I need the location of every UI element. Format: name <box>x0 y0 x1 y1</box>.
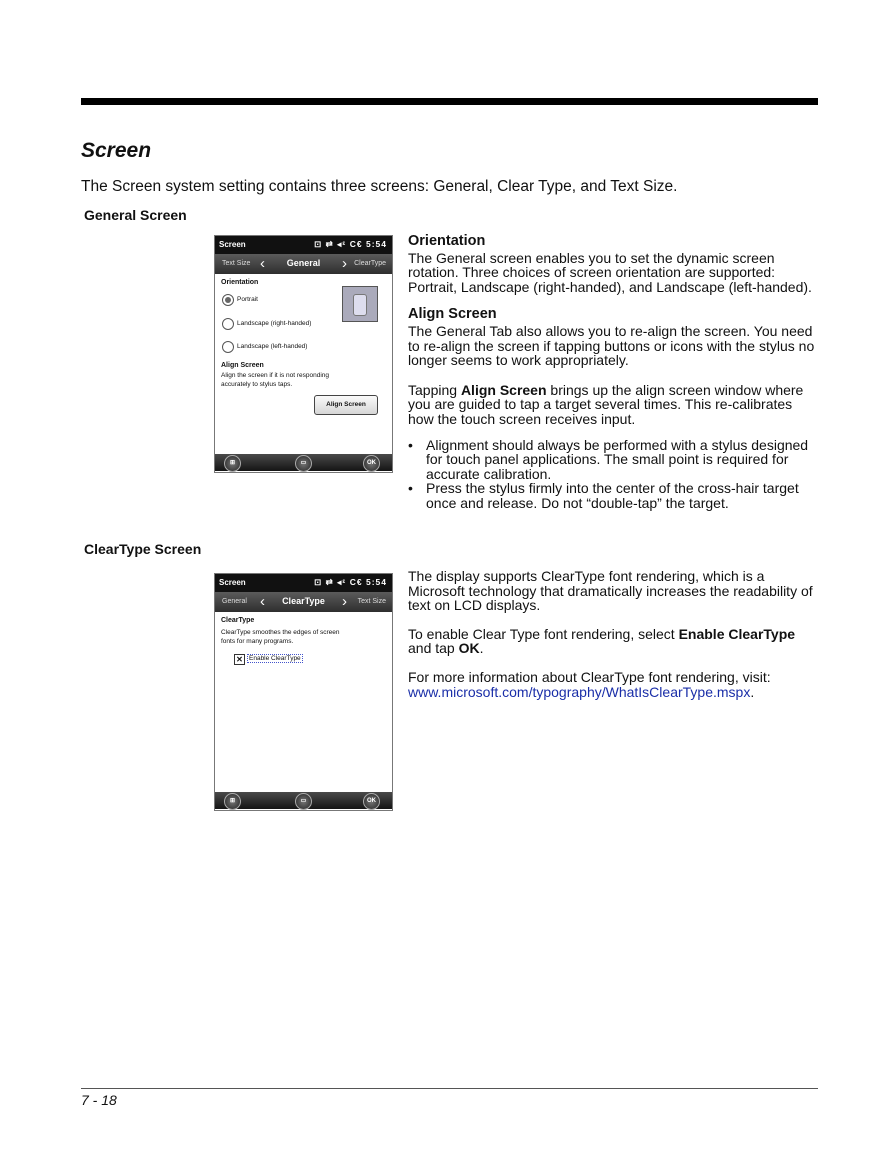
tab-prev-label: Text Size <box>222 260 251 267</box>
cleartype-section-label: ClearType <box>221 617 255 624</box>
phone-title: Screen <box>219 578 246 587</box>
page-title: Screen <box>81 139 152 162</box>
alignment-bullets <box>408 438 820 511</box>
intro-text: The Screen system setting contains three screens: General, Clear Type, and Text Size. <box>81 178 678 195</box>
align-screen-section-label: Align Screen <box>221 362 264 369</box>
cleartype-description <box>408 569 820 699</box>
ok-button: OK <box>363 793 380 810</box>
cleartype-link[interactable]: www.microsoft.com/typography/WhatIsClearType.mspx <box>408 683 751 700</box>
link-period: . <box>750 683 755 700</box>
phone-body <box>215 274 392 454</box>
phone-title: Screen <box>219 240 246 249</box>
phone-status-icons: ⊡ ⇄ ◂ᵋ C€ 5:54 <box>314 577 387 587</box>
cleartype-p2 <box>408 627 820 656</box>
bullet-dot: • <box>408 436 413 453</box>
p2-post: . <box>479 640 484 657</box>
tab-next-label: Text Size <box>357 598 386 605</box>
general-screen-screenshot <box>214 235 393 473</box>
orientation-section-label: Orientation <box>221 279 259 286</box>
align-desc-line1: Align the screen if it is not responding <box>221 372 330 379</box>
tab-current-label: General <box>286 258 321 268</box>
top-rule <box>81 98 818 105</box>
p2-bold-ok: OK <box>458 640 480 657</box>
tab-prev-label: General <box>222 598 247 605</box>
keyboard-icon: ▭ <box>295 455 312 472</box>
page-number: 7 - 18 <box>81 1092 117 1108</box>
bullet-item <box>408 481 820 510</box>
windows-start-icon: ⊞ <box>224 793 241 810</box>
bullet-text: Alignment should always be performed with a stylus designed for touch panel applications. The small point is required for accurate calibration. <box>426 436 809 482</box>
align-screen-title: Align Screen <box>408 306 497 323</box>
chevron-right-icon: › <box>342 593 347 610</box>
radio-landscape-left-label: Landscape (left-handed) <box>237 343 308 350</box>
p3-text: For more information about ClearType font rendering, visit: <box>408 668 771 685</box>
tapping-bold: Align Screen <box>460 381 547 398</box>
phone-tab-bar <box>215 592 392 612</box>
ok-button: OK <box>363 455 380 472</box>
bullet-text: Press the stylus firmly into the center of the cross-hair target once and release. Do not “double-tap” the target. <box>426 480 799 511</box>
radio-landscape-left <box>222 341 234 353</box>
tapping-paragraph <box>408 383 820 427</box>
bottom-rule <box>81 1088 818 1089</box>
align-screen-button: Align Screen <box>314 395 378 415</box>
cleartype-screen-screenshot <box>214 573 393 811</box>
tab-current-label: ClearType <box>282 596 325 606</box>
phone-title-bar <box>215 236 392 254</box>
phone-bottom-bar <box>215 792 392 809</box>
enable-cleartype-checkbox: ✕ <box>234 654 245 665</box>
tapping-pre: Tapping <box>408 381 461 398</box>
p2-mid: and tap <box>408 640 459 657</box>
cleartype-desc-line1: ClearType smoothes the edges of screen <box>221 629 340 636</box>
chevron-left-icon: ‹ <box>260 593 265 610</box>
align-desc-line2: accurately to stylus taps. <box>221 381 293 388</box>
phone-tab-bar <box>215 254 392 274</box>
orientation-preview-icon <box>342 286 378 322</box>
cleartype-p3 <box>408 670 820 699</box>
bullet-dot: • <box>408 480 413 497</box>
cleartype-desc-line2: fonts for many programs. <box>221 638 294 645</box>
chevron-right-icon: › <box>342 255 347 272</box>
general-description <box>408 234 820 511</box>
radio-landscape-right-label: Landscape (right-handed) <box>237 320 312 327</box>
orientation-text: The General screen enables you to set the dynamic screen rotation. Three choices of screen orientation are supported: Portrait, Landscape (right-handed), and Landscape (left-handed). <box>408 249 812 295</box>
cleartype-p1: The display supports ClearType font rendering, which is a Microsoft technology that dramatically increases the readability of text on LCD displays. <box>408 568 813 614</box>
cleartype-screen-heading: ClearType Screen <box>84 541 202 557</box>
general-screen-heading: General Screen <box>84 207 187 223</box>
radio-portrait <box>222 294 234 306</box>
phone-title-bar <box>215 574 392 592</box>
phone-body <box>215 612 392 792</box>
bullet-item <box>408 438 820 482</box>
phone-bottom-bar <box>215 454 392 471</box>
radio-landscape-right <box>222 318 234 330</box>
enable-cleartype-label: Enable ClearType <box>249 655 301 662</box>
keyboard-icon: ▭ <box>295 793 312 810</box>
orientation-title: Orientation <box>408 233 486 249</box>
p2-pre: To enable Clear Type font rendering, select <box>408 625 679 642</box>
align-screen-text: The General Tab also allows you to re-align the screen. You need to re-align the screen if tapping buttons or icons with the stylus no longer seems to work appropriately. <box>408 322 815 369</box>
tab-next-label: ClearType <box>354 260 386 267</box>
tapping-post: brings up the align screen window where you are guided to tap a target several times. This re-calibrates how the touch screen receives input. <box>408 381 804 427</box>
chevron-left-icon: ‹ <box>260 255 265 272</box>
windows-start-icon: ⊞ <box>224 455 241 472</box>
phone-status-icons: ⊡ ⇄ ◂ᵋ C€ 5:54 <box>314 239 387 249</box>
p2-bold-enable: Enable ClearType <box>678 625 796 642</box>
radio-portrait-label: Portrait <box>237 296 258 303</box>
